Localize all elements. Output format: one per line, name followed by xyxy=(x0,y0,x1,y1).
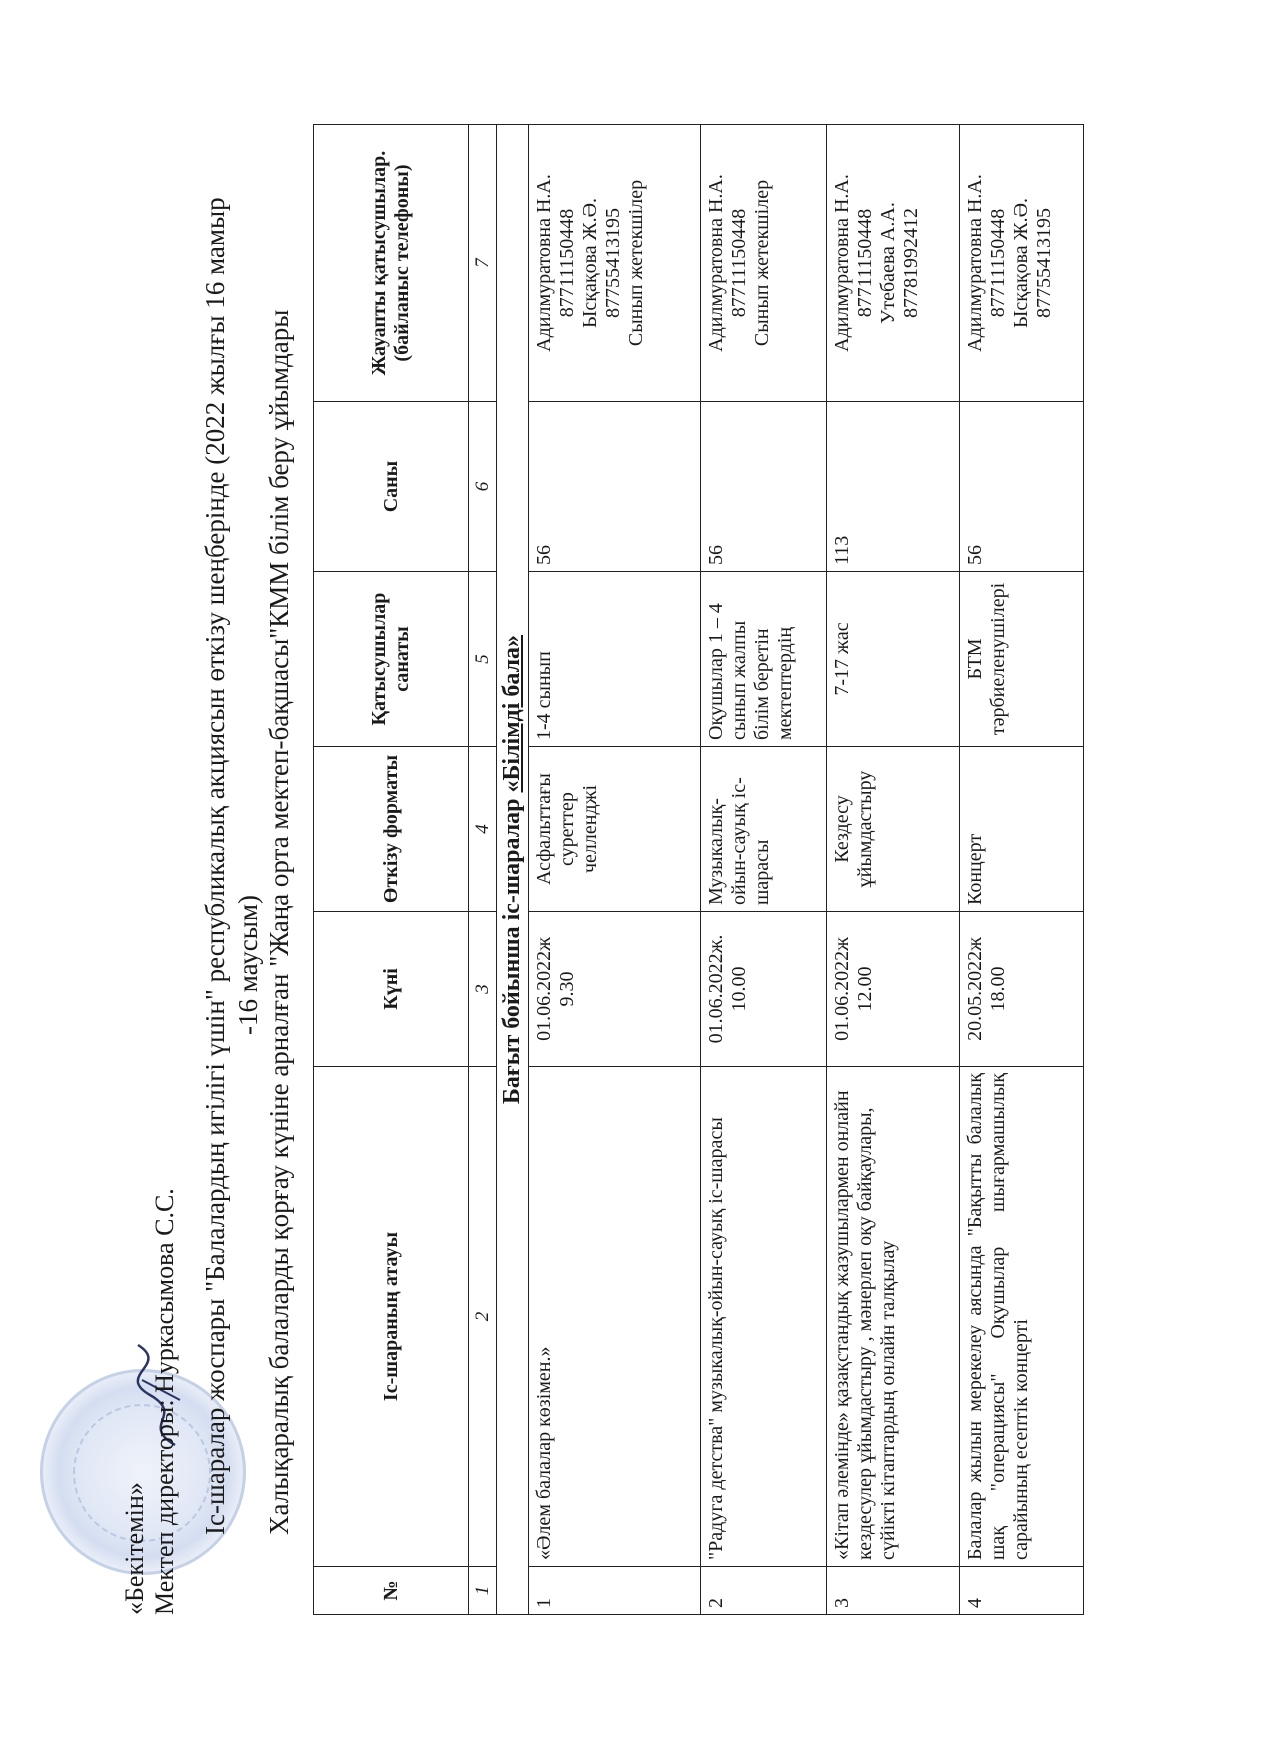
row-count: 56 xyxy=(960,402,1084,572)
row-format: Асфальттағы суреттер челленджі xyxy=(529,747,701,912)
column-number: 7 xyxy=(469,125,497,402)
row-responsible xyxy=(529,125,701,402)
column-number: 3 xyxy=(469,912,497,1067)
column-number: 1 xyxy=(469,1567,497,1615)
table-row xyxy=(701,125,827,1615)
header-date: Күні xyxy=(314,912,469,1067)
row-date: 01.06.2022ж 12.00 xyxy=(827,912,960,1067)
section-row xyxy=(497,125,529,1615)
responsible-line: 87711150448 xyxy=(556,208,578,318)
row-format: Концерт xyxy=(960,747,1084,912)
responsible-line: 87755413195 xyxy=(1033,208,1055,318)
row-event-name: «Әлем балалар көзімен.» xyxy=(529,1067,701,1567)
responsible-line: Утебаева А.А. xyxy=(877,202,899,324)
responsible-line: Сынып жетекшілер xyxy=(751,179,773,347)
row-responsible xyxy=(701,125,827,402)
row-date: 01.06.2022ж 9.30 xyxy=(529,912,701,1067)
row-format: Кездесу ұйымдастыру xyxy=(827,747,960,912)
table-row xyxy=(827,125,960,1615)
column-number: 6 xyxy=(469,402,497,572)
responsible-line: Ысқақова Ж.Ә. xyxy=(579,197,601,329)
section-title xyxy=(497,125,529,1615)
row-date: 20.05.2022ж 18.00 xyxy=(960,912,1084,1067)
section-prefix: Бағыт бойынша іс-шаралар xyxy=(499,792,525,1105)
row-number: 2 xyxy=(701,1567,827,1615)
director-line xyxy=(150,1188,180,1615)
plan-title-line2: -16 маусым) xyxy=(233,895,263,1035)
row-date: 01.06.2022ж. 10.00 xyxy=(701,912,827,1067)
header-format: Өткізу форматы xyxy=(314,747,469,912)
section-name: «Білімді бала» xyxy=(499,634,525,793)
row-number: 1 xyxy=(529,1567,701,1615)
row-category: БТМ тәрбиеленушілері xyxy=(960,572,1084,747)
header-responsible: Жауапты қатысушылар. (байланыс телефоны) xyxy=(314,125,469,402)
row-event-name: "Радуга детства" музыкалық-ойын-сауық іс-шарасы xyxy=(701,1067,827,1567)
row-number: 4 xyxy=(960,1567,1084,1615)
responsible-line: Адилмуратовна Н.А. xyxy=(831,174,853,352)
header-category: Қатысушылар санаты xyxy=(314,572,469,747)
header-number: № xyxy=(314,1567,469,1615)
table-header-row xyxy=(314,125,469,1615)
column-number: 4 xyxy=(469,747,497,912)
plan-title-line3: Халықаралық балаларды қорғау күніне арналған "Жаңа орта мектеп-бақшасы"КММ білім беру ұйымдары xyxy=(264,309,294,1535)
column-number: 5 xyxy=(469,572,497,747)
director-label: Мектеп директоры: xyxy=(150,1399,179,1615)
responsible-line: Ысқақова Ж.Ә. xyxy=(1010,197,1032,329)
responsible-line: 87711150448 xyxy=(728,208,750,318)
responsible-line: Адилмуратовна Н.А. xyxy=(533,174,555,352)
row-count: 113 xyxy=(827,402,960,572)
row-responsible xyxy=(827,125,960,402)
column-number-row xyxy=(469,125,497,1615)
director-name: Нуркасымова С.С. xyxy=(150,1188,179,1393)
row-responsible xyxy=(960,125,1084,402)
approval-label: «Бекітемін» xyxy=(120,1482,149,1615)
row-count: 56 xyxy=(701,402,827,572)
responsible-line: 87781992412 xyxy=(900,208,922,318)
row-category: Оқушылар 1 – 4 сынып жалпы білім беретін мектептердің xyxy=(701,572,827,747)
column-number: 2 xyxy=(469,1067,497,1567)
plan-title-line1: Іс-шаралар жоспары "Балалардың игілігі үшін" республикалық акциясын өткізу шеңберінде (2022 жылғы 16 мамыр xyxy=(200,197,230,1535)
table-row xyxy=(960,125,1084,1615)
responsible-line: Сынып жетекшілер xyxy=(625,179,647,347)
responsible-line: Адилмуратовна Н.А. xyxy=(964,174,986,352)
row-count: 56 xyxy=(529,402,701,572)
row-category: 1-4 сынып xyxy=(529,572,701,747)
row-category: 7-17 жас xyxy=(827,572,960,747)
events-table xyxy=(313,124,1084,1615)
responsible-line: 87755413195 xyxy=(602,208,624,318)
row-number: 3 xyxy=(827,1567,960,1615)
header-count: Саны xyxy=(314,402,469,572)
responsible-line: Адилмуратовна Н.А. xyxy=(705,174,727,352)
table-row xyxy=(529,125,701,1615)
row-event-name: «Кітап әлемінде» қазақстандық жазушылармен онлайн кездесулер ұйымдастыру , мәнерлеп оқу байқаулары, сүйікті кітаптардың онлайн талқылау xyxy=(827,1067,960,1567)
row-event-name: Балалар жылын мерекелеу аясында "Бақытты балалық шақ "операциясы" Оқушылар шығармашылық сарайының есептік концерті xyxy=(960,1067,1084,1567)
header-event-name: Іс-шараның атауы xyxy=(314,1067,469,1567)
responsible-line: 87711150448 xyxy=(854,208,876,318)
row-format: Музыкалық-ойын-сауық іс-шарасы xyxy=(701,747,827,912)
responsible-line: 87711150448 xyxy=(987,208,1009,318)
